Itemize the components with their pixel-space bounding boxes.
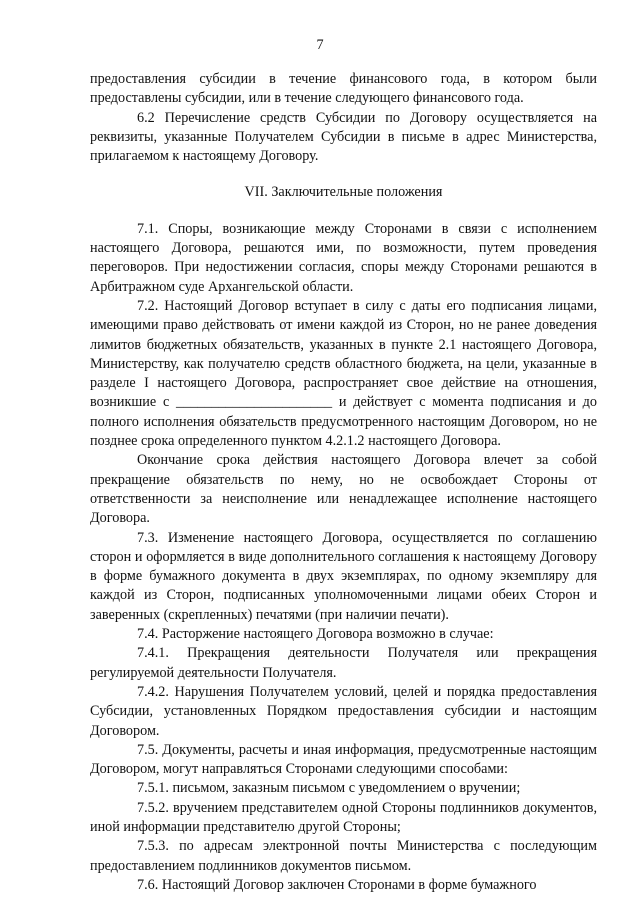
clause-7-5-2: 7.5.2. вручением представителем одной Стороны подлинников документов, иной информации представителю другой Стороны; [90,799,597,835]
clause-7-6: 7.6. Настоящий Договор заключен Сторонами в форме бумажного [137,876,537,893]
clause-7-4-2: 7.4.2. Нарушения Получателем условий, целей и порядка предоставления Субсидии, установленных Порядком предоставления субсидии и настоящим Договором. [90,683,597,739]
clause-6-2: 6.2 Перечисление средств Субсидии по Договору осуществляется на реквизиты, указанные Получателем Субсидии в письме в адрес Министерства, прилагаемом к настоящему Договору. [90,109,597,165]
clause-7-3: 7.3. Изменение настоящего Договора, осуществляется по соглашению сторон и оформляется в виде дополнительного соглашения к настоящему Договору в форме бумажного документа в двух экземплярах, по одному экземпляру для каждой из Сторон, подписанных уполномоченными лицами обеих Сторон и заверенных (скрепленных) печатями (при наличии печати). [90,529,597,623]
clause-7-5: 7.5. Документы, расчеты и иная информация, предусмотренные настоящим Договором, могут направляться Сторонами следующими способами: [90,741,597,778]
clause-7-2: 7.2. Настоящий Договор вступает в силу с даты его подписания лицами, имеющими право действовать от имени каждой из Сторон, но не ранее доведения лимитов бюджетных обязательств, указанных в пункте 2.1 настоящего Договора, Министерству, как получателю средств областного бюджета, на цели, указанные в разделе I настоящего Договора, распространяет свое действие на отношения, возникшие с ______________________ и действует с момента подписания и до полного исполнения обязательств предусмотренного настоящим Договором, но не позднее срока определенного пунктом 4.2.1.2 настоящего Договора. [90,297,597,450]
intro-continuation: предоставления субсидии в течение финансового года, в котором были предоставлены субсидии, или в течение следующего финансового года. [90,71,597,107]
section-title: VII. Заключительные положения [244,184,443,201]
page-number: 7 [316,37,324,53]
clause-7-5-3: 7.5.3. по адресам электронной почты Министерства с последующим предоставлением подлинников документов письмом. [90,838,597,874]
clause-7-4: 7.4. Расторжение настоящего Договора возможно в случае: [137,626,494,643]
document-body [90,70,597,895]
clause-7-5-1: 7.5.1. письмом, заказным письмом с уведомлением о вручении; [137,780,521,797]
clause-7-4-1: 7.4.1. Прекращения деятельности Получателя или прекращения регулируемой деятельности Получателя. [90,645,597,681]
clause-7-1: 7.1. Споры, возникающие между Сторонами в связи с исполнением настоящего Договора, решаются ими, по возможности, путем проведения переговоров. При недостижении согласия, споры между Сторонами решаются в Арбитражном суде Архангельской области. [90,220,597,295]
clause-7-2-termination: Окончание срока действия настоящего Договора влечет за собой прекращение обязательств по нему, но не освобождает Стороны от ответственности за неисполнение или ненадлежащее исполнение настоящего Договора. [90,452,597,527]
